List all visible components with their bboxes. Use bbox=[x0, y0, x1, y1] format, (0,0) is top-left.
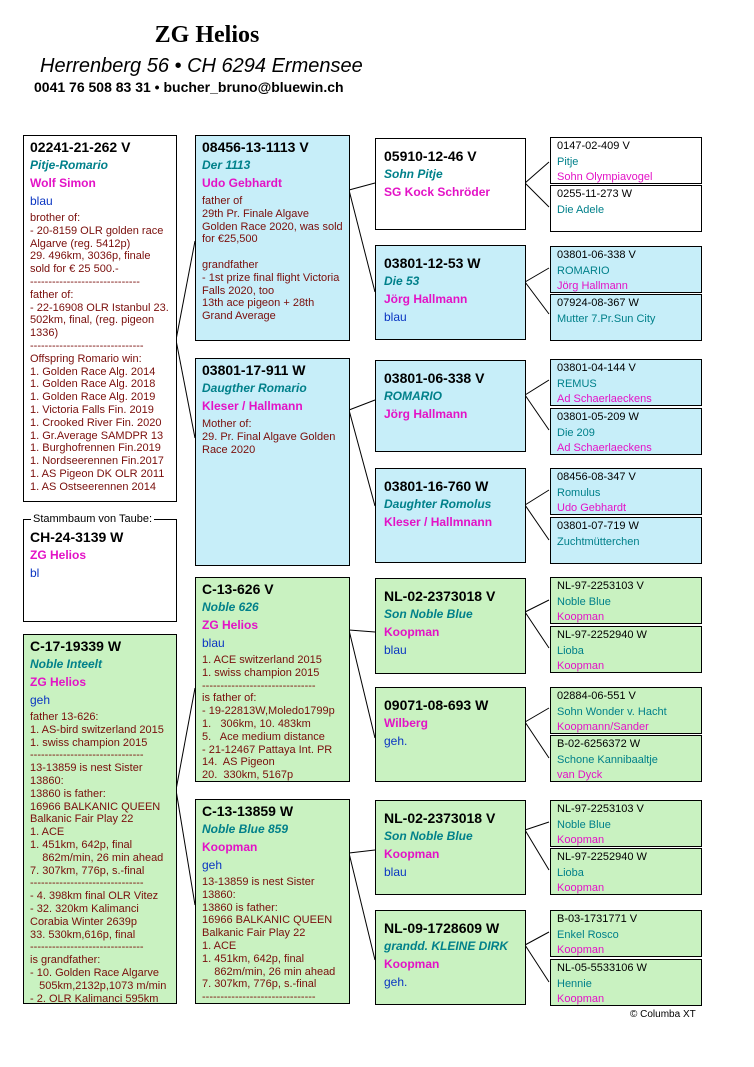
gen4-owner: Koopman bbox=[557, 611, 605, 623]
gen4-owner: Jörg Hallmann bbox=[557, 280, 628, 292]
gen4-card[interactable] bbox=[550, 294, 702, 341]
gen4-owner: Ad Schaerlaeckens bbox=[557, 393, 652, 405]
mother-card[interactable] bbox=[23, 634, 177, 1004]
gen3-color: blau bbox=[384, 865, 407, 879]
gen4-name: Zuchtmütterchen bbox=[557, 535, 640, 548]
gen4-card[interactable] bbox=[550, 848, 702, 895]
gen3-card[interactable] bbox=[375, 468, 526, 563]
gen4-name: Mutter 7.Pr.Sun City bbox=[557, 312, 656, 325]
gen4-id: 0147-02-409 V bbox=[557, 140, 630, 152]
mother-color: geh bbox=[30, 693, 51, 707]
gen2-owner: Koopman bbox=[202, 840, 258, 854]
subject-caption: Stammbaum von Taube: bbox=[33, 513, 153, 525]
gen3-owner: SG Kock Schröder bbox=[384, 185, 491, 199]
gen3-owner: Jörg Hallmann bbox=[384, 292, 468, 306]
subject-owner: ZG Helios bbox=[30, 548, 87, 562]
gen4-owner: Koopmann/Sander bbox=[557, 721, 649, 733]
gen4-card[interactable] bbox=[550, 800, 702, 847]
gen4-name: Hennie bbox=[557, 977, 592, 990]
father-id: 02241-21-262 V bbox=[30, 139, 131, 155]
gen4-owner: Ad Schaerlaeckens bbox=[557, 442, 652, 454]
gen3-name: Son Noble Blue bbox=[384, 607, 473, 621]
gen4-card[interactable] bbox=[550, 959, 702, 1006]
gen3-card[interactable] bbox=[375, 800, 526, 895]
grandsire-paternal-card[interactable] bbox=[195, 135, 350, 341]
gen4-id: NL-05-5533106 W bbox=[557, 962, 647, 974]
father-notes: brother of: - 20-8159 OLR golden race Algarve (reg. 5412p) 29. 496km, 3036p, finale sold for € 25 500.- ------------------------------ father of: - 22-16908 OLR Istanbul 23. 502km, final, (reg. pigeon 1336) ------------------------------- Offspring Romario win: 1. Golden Race Alg. 2014 1. Golden Race Alg. 2018 1. Golden Race Alg. 2019 1. Victoria Falls Fin. 2019 1. Crooked River Fin. 2020 1. Gr.Average SAMDPR 13 1. Burghofrennen Fin.2019 1. Nordseerennen Fin.2017 1. AS Pigeon DK OLR 2011 1. AS Ostseerennen 2014 bbox=[30, 212, 169, 493]
subject-id: CH-24-3139 W bbox=[30, 529, 124, 545]
gen2-notes: 1. ACE switzerland 2015 1. swiss champion 2015 ------------------------------- is father of: - 19-22813W,Moledo1799p 1. 306km, 10. 483km 5. Ace medium distance - 21-12467 Pattaya Int. PR 14. AS Pigeon 20. 330km, 5167p bbox=[202, 654, 335, 782]
gen4-id: 03801-06-338 V bbox=[557, 249, 636, 261]
gen4-owner: Koopman bbox=[557, 882, 605, 894]
gen2-id: C-13-626 V bbox=[202, 581, 274, 597]
gen2-id: 03801-17-911 W bbox=[202, 362, 306, 378]
gen4-id: 08456-08-347 V bbox=[557, 471, 636, 483]
gen4-id: 0255-11-273 W bbox=[557, 188, 633, 200]
gen2-id: 08456-13-1113 V bbox=[202, 139, 309, 155]
gen4-name: Die 209 bbox=[557, 426, 595, 439]
gen4-owner: Sohn Olympiavogel bbox=[557, 171, 653, 183]
mother-owner: ZG Helios bbox=[30, 675, 87, 689]
contact-line: 0041 76 508 83 31 • bucher_bruno@bluewin.ch bbox=[34, 79, 344, 95]
gen3-owner: Koopman bbox=[384, 625, 440, 639]
gen4-id: NL-97-2253103 V bbox=[557, 580, 644, 592]
gen4-card[interactable] bbox=[550, 626, 702, 673]
gen3-card[interactable] bbox=[375, 138, 526, 230]
gen4-card[interactable] bbox=[550, 408, 702, 455]
gen3-name: ROMARIO bbox=[384, 389, 442, 403]
gen3-name: Daughter Romolus bbox=[384, 497, 492, 511]
gen4-card[interactable] bbox=[550, 137, 702, 184]
gen4-name: Noble Blue bbox=[557, 595, 611, 608]
gen4-id: 07924-08-367 W bbox=[557, 297, 639, 309]
gen3-name: Son Noble Blue bbox=[384, 829, 473, 843]
gen2-color: blau bbox=[202, 636, 225, 650]
gen3-id: NL-09-1728609 W bbox=[384, 920, 500, 936]
gen4-owner: van Dyck bbox=[557, 769, 603, 781]
gen3-id: 03801-06-338 V bbox=[384, 370, 485, 386]
gen4-owner: Udo Gebhardt bbox=[557, 502, 627, 514]
gen2-id: C-13-13859 W bbox=[202, 803, 294, 819]
page-title: ZG Helios bbox=[154, 22, 260, 48]
gen4-id: NL-97-2252940 W bbox=[557, 851, 647, 863]
gen3-card[interactable] bbox=[375, 245, 526, 340]
gen2-owner: ZG Helios bbox=[202, 618, 259, 632]
gen3-color: blau bbox=[384, 310, 407, 324]
gen4-name: REMUS bbox=[557, 377, 597, 390]
gen3-id: NL-02-2373018 V bbox=[384, 810, 496, 826]
gen4-id: 02884-06-551 V bbox=[557, 690, 636, 702]
granddam-paternal-card[interactable] bbox=[195, 358, 350, 566]
gen4-id: NL-97-2252940 W bbox=[557, 629, 647, 641]
gen4-id: 03801-07-719 W bbox=[557, 520, 639, 532]
gen3-card[interactable] bbox=[375, 578, 526, 674]
gen4-id: 03801-04-144 V bbox=[557, 362, 636, 374]
gen3-owner: Koopman bbox=[384, 847, 440, 861]
gen2-owner: Kleser / Hallmann bbox=[202, 399, 303, 413]
granddam-maternal-card[interactable] bbox=[195, 799, 350, 1004]
grandsire-maternal-card[interactable] bbox=[195, 577, 350, 782]
gen3-card[interactable] bbox=[375, 910, 526, 1005]
gen3-color: geh. bbox=[384, 734, 408, 748]
subject-card[interactable] bbox=[23, 519, 177, 622]
gen4-owner: Koopman bbox=[557, 660, 605, 672]
address: Herrenberg 56 • CH 6294 Ermensee bbox=[40, 55, 363, 77]
gen3-owner: Kleser / Hallmnann bbox=[384, 515, 493, 529]
gen2-name: Noble Blue 859 bbox=[202, 822, 289, 836]
gen4-name: Die Adele bbox=[557, 203, 605, 216]
father-owner: Wolf Simon bbox=[30, 176, 96, 190]
father-name: Pitje-Romario bbox=[30, 158, 109, 172]
gen2-owner: Udo Gebhardt bbox=[202, 176, 282, 190]
gen3-name: grandd. KLEINE DIRK bbox=[384, 939, 509, 953]
gen4-card[interactable] bbox=[550, 577, 702, 624]
gen4-id: B-02-6256372 W bbox=[557, 738, 641, 750]
gen4-name: Pitje bbox=[557, 155, 579, 168]
father-color: blau bbox=[30, 194, 53, 208]
gen3-color: geh. bbox=[384, 975, 408, 989]
gen4-name: Romulus bbox=[557, 486, 601, 499]
gen4-card[interactable] bbox=[550, 735, 702, 782]
gen3-owner: Koopman bbox=[384, 957, 440, 971]
gen4-card[interactable] bbox=[550, 517, 702, 564]
gen3-owner: Jörg Hallmann bbox=[384, 407, 468, 421]
gen4-name: Enkel Rosco bbox=[557, 928, 619, 941]
gen4-card[interactable] bbox=[550, 359, 702, 406]
gen3-name: Die 53 bbox=[384, 274, 420, 288]
gen4-id: 03801-05-209 W bbox=[557, 411, 639, 423]
gen4-owner: Koopman bbox=[557, 993, 605, 1005]
gen2-color: geh bbox=[202, 858, 223, 872]
gen3-owner: Wilberg bbox=[384, 716, 428, 730]
gen3-card[interactable] bbox=[375, 360, 526, 452]
gen4-owner: Koopman bbox=[557, 944, 605, 956]
gen4-name: Sohn Wonder v. Hacht bbox=[557, 705, 667, 718]
gen3-card[interactable] bbox=[375, 687, 526, 782]
gen4-owner: Koopman bbox=[557, 834, 605, 846]
gen4-card[interactable] bbox=[550, 687, 702, 734]
gen2-name: Noble 626 bbox=[202, 600, 259, 614]
gen4-card[interactable] bbox=[550, 910, 702, 957]
gen4-id: NL-97-2253103 V bbox=[557, 803, 644, 815]
gen4-id: B-03-1731771 V bbox=[557, 913, 638, 925]
gen2-notes: 13-13859 is nest Sister 13860: 13860 is father: 16966 BALKANIC QUEEN Balkanic Fair Play 22 1. ACE 1. 451km, 642p, final 862m/min, 26 min ahead 7. 307km, 776p, s.-final ------------------------------- bbox=[202, 876, 336, 1004]
mother-id: C-17-19339 W bbox=[30, 638, 122, 654]
gen4-name: ROMARIO bbox=[557, 264, 610, 277]
gen4-name: Noble Blue bbox=[557, 818, 611, 831]
gen4-card[interactable] bbox=[550, 246, 702, 293]
gen3-id: 09071-08-693 W bbox=[384, 697, 489, 713]
subject-color: bl bbox=[30, 566, 40, 580]
gen2-notes: father of 29th Pr. Finale Algave Golden Race 2020, was sold for €25,500 grandfather - 1st prize final flight Victoria Falls 2020, too 13th ace pigeon + 28th Grand Average bbox=[202, 195, 343, 323]
gen3-name: Sohn Pitje bbox=[384, 167, 443, 181]
gen3-id: 05910-12-46 V bbox=[384, 148, 477, 164]
gen2-name: Der 1113 bbox=[202, 158, 251, 172]
gen4-card[interactable] bbox=[550, 468, 702, 515]
gen3-color: blau bbox=[384, 643, 407, 657]
copyright: © Columba XT bbox=[630, 1009, 696, 1020]
gen4-name: Lioba bbox=[557, 866, 584, 879]
gen3-id: 03801-12-53 W bbox=[384, 255, 481, 271]
mother-name: Noble Inteelt bbox=[30, 657, 103, 671]
gen4-card[interactable] bbox=[550, 185, 702, 232]
gen4-name: Schone Kannibaaltje bbox=[557, 753, 658, 766]
gen4-name: Lioba bbox=[557, 644, 584, 657]
gen2-notes: Mother of: 29. Pr. Final Algave Golden Race 2020 bbox=[202, 418, 336, 456]
father-card[interactable] bbox=[23, 135, 177, 502]
gen3-id: NL-02-2373018 V bbox=[384, 588, 496, 604]
mother-notes: father 13-626: 1. AS-bird switzerland 2015 1. swiss champion 2015 ------------------------------- 13-13859 is nest Sister 13860: 13860 is father: 16966 BALKANIC QUEEN Balkanic Fair Play 22 1. ACE 1. 451km, 642p, final 862m/min, 26 min ahead 7. 307km, 776p, s.-final ------------------------------- - 4. 398km final OLR Vitez - 32. 320km Kalimanci Corabia Winter 2639p 33. 530km,616p, final ------------------------------- is grandfather: - 10. Golden Race Algarve 505km,2132p,1073 m/min - 2. OLR Kalimanci 595km bbox=[30, 711, 167, 1004]
gen3-id: 03801-16-760 W bbox=[384, 478, 489, 494]
gen2-name: Daugther Romario bbox=[202, 381, 307, 395]
